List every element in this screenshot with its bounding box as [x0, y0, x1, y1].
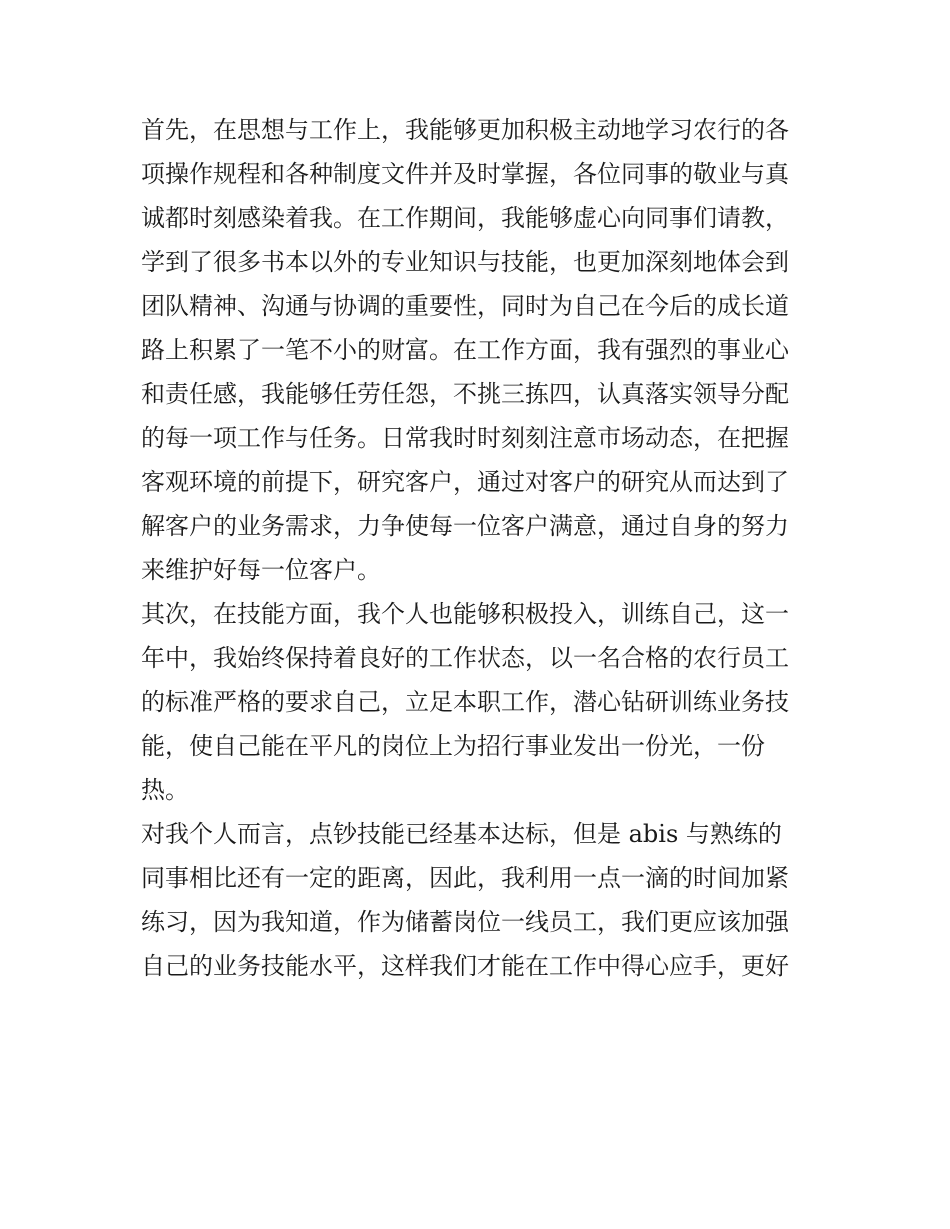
text-line: 同事相比还有一定的距离，因此，我利用一点一滴的时间加紧 [141, 864, 789, 892]
text-line: 练习，因为我知道，作为储蓄岗位一线员工，我们更应该加强 [141, 908, 789, 936]
text-line: 路上积累了一笔不小的财富。在工作方面，我有强烈的事业心 [141, 336, 789, 364]
text-line: 首先，在思想与工作上，我能够更加积极主动地学习农行的各 [141, 116, 789, 144]
text-line: 能，使自己能在平凡的岗位上为招行事业发出一份光，一份 [141, 732, 765, 760]
text-line: 年中，我始终保持着良好的工作状态，以一名合格的农行员工 [141, 644, 789, 672]
body-text [141, 108, 821, 988]
text-line: 自己的业务技能水平，这样我们才能在工作中得心应手，更好 [141, 952, 789, 980]
text-line: 其次，在技能方面，我个人也能够积极投入，训练自己，这一 [141, 600, 789, 628]
text-line: 来维护好每一位客户。 [141, 556, 381, 584]
text-line: 客观环境的前提下，研究客户，通过对客户的研究从而达到了 [141, 468, 789, 496]
text-line: 的标准严格的要求自己，立足本职工作，潜心钻研训练业务技 [141, 688, 789, 716]
text-line: 项操作规程和各种制度文件并及时掌握，各位同事的敬业与真 [141, 160, 789, 188]
text-line: 团队精神、沟通与协调的重要性，同时为自己在今后的成长道 [141, 292, 789, 320]
text-line: 对我个人而言，点钞技能已经基本达标，但是 abis 与熟练的 [141, 820, 782, 848]
text-line: 诚都时刻感染着我。在工作期间，我能够虚心向同事们请教， [141, 204, 789, 232]
text-line: 的每一项工作与任务。日常我时时刻刻注意市场动态，在把握 [141, 424, 789, 452]
text-line: 学到了很多书本以外的专业知识与技能，也更加深刻地体会到 [141, 248, 789, 276]
text-line: 热。 [141, 776, 189, 804]
text-line: 和责任感，我能够任劳任怨，不挑三拣四，认真落实领导分配 [141, 380, 789, 408]
text-line: 解客户的业务需求，力争使每一位客户满意，通过自身的努力 [141, 512, 789, 540]
